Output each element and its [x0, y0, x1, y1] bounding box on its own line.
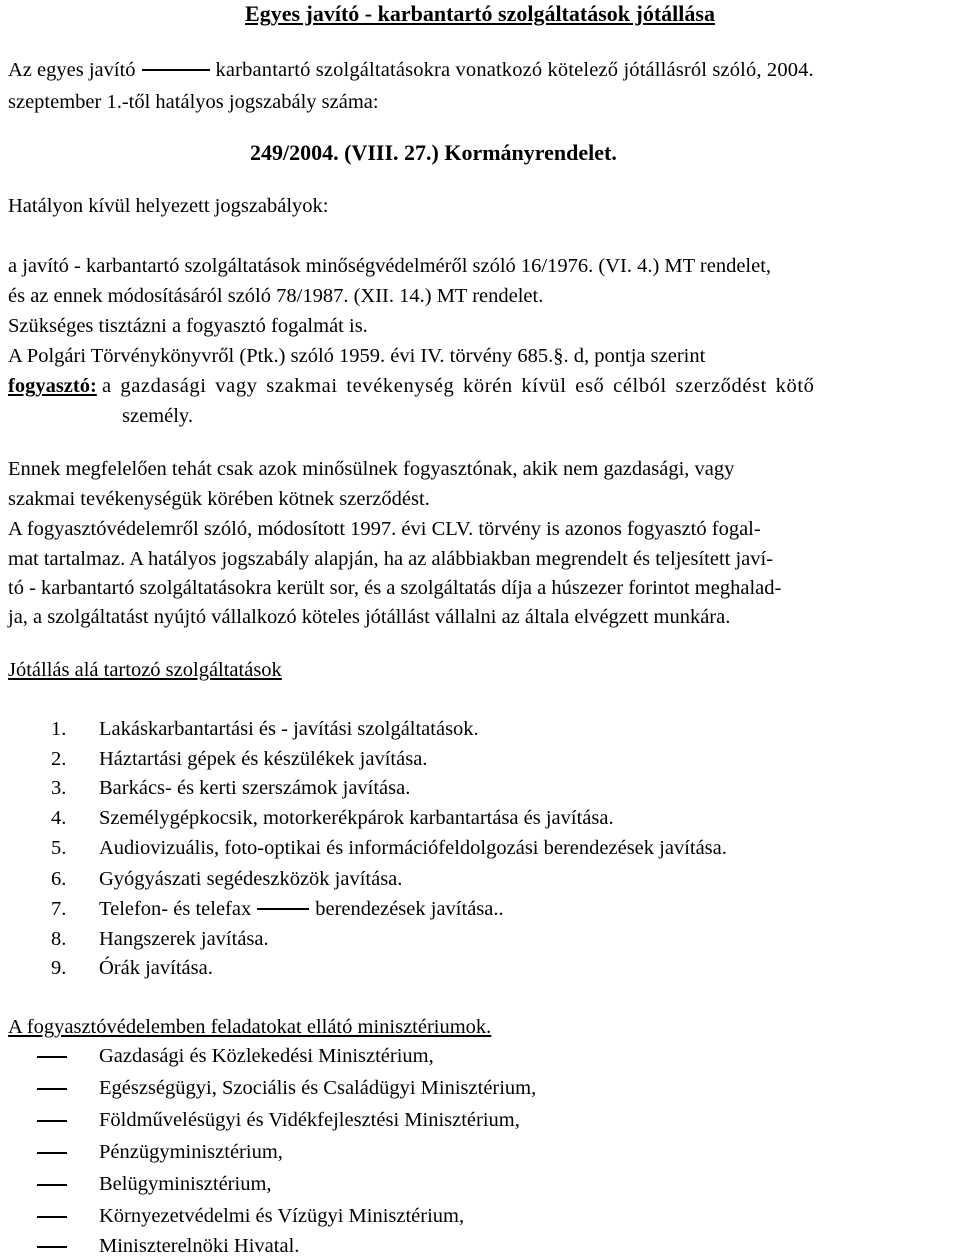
- list-item: Gyógyászati segédeszközök javítása.: [99, 868, 403, 890]
- dash-bullet: [37, 1184, 67, 1186]
- dash-bullet: [37, 1152, 67, 1154]
- dash-bullet: [37, 1246, 67, 1248]
- intro-text-b: karbantartó szolgáltatásokra vonatkozó kötelező jótállásról szóló, 2004.: [215, 59, 814, 81]
- dash-bullet: [37, 1088, 67, 1090]
- dash-bullet: [37, 1216, 67, 1218]
- list-item: Földművelésügyi és Vidékfejlesztési Minisztérium,: [99, 1109, 520, 1131]
- consumer-definition-end: személy.: [122, 405, 193, 427]
- list-item: Belügyminisztérium,: [99, 1173, 272, 1195]
- consumer-definition-text: a gazdasági vagy szakmai tevékenység körén kívül eső célból szerződést kötő: [101, 375, 815, 397]
- consumer-definition: [8, 376, 952, 397]
- dash-bullet: [37, 1056, 67, 1058]
- list-item-number: 8.: [51, 928, 67, 950]
- paragraph-line-3: A fogyasztóvédelemről szóló, módosított 1997. évi CLV. törvény is azonos fogyasztó fogal-: [8, 518, 761, 540]
- paragraph-line-6: ja, a szolgáltatást nyújtó vállalkozó köteles jótállást vállalni az általa elvégzett munkára.: [8, 606, 731, 628]
- list-item: Pénzügyminisztérium,: [99, 1141, 283, 1163]
- dash-bullet: [37, 1120, 67, 1122]
- intro-line-1: [8, 60, 814, 81]
- repealed-line-2: és az ennek módosításáról szóló 78/1987. (XII. 14.) MT rendelet.: [8, 285, 544, 307]
- list-item: Lakáskarbantartási és - javítási szolgáltatások.: [99, 718, 479, 740]
- list-item: Egészségügyi, Szociális és Családügyi Minisztérium,: [99, 1077, 537, 1099]
- intro-line-2: szeptember 1.-től hatályos jogszabály száma:: [8, 91, 379, 113]
- list-item-number: 4.: [51, 807, 67, 829]
- decree-number: 249/2004. (VIII. 27.) Kormányrendelet.: [250, 140, 617, 165]
- consumer-term: fogyasztó:: [8, 375, 97, 397]
- list-item: Hangszerek javítása.: [99, 928, 269, 950]
- repealed-label: Hatályon kívül helyezett jogszabályok:: [8, 195, 329, 217]
- paragraph-line-1: Ennek megfelelően tehát csak azok minősülnek fogyasztónak, akik nem gazdasági, vagy: [8, 458, 735, 480]
- list-item-text-b: berendezések javítása..: [315, 898, 504, 920]
- list-item-text-a: Telefon- és telefax: [99, 898, 252, 920]
- paragraph-line-5: tó - karbantartó szolgáltatásokra került sor, és a szolgáltatás díja a húszezer forintot meghalad-: [8, 577, 782, 599]
- list-item: Miniszterelnöki Hivatal.: [99, 1235, 300, 1257]
- list-item-number: 6.: [51, 868, 67, 890]
- list-item-number: 7.: [51, 898, 67, 920]
- list-item-number: 5.: [51, 837, 67, 859]
- list-item-number: 3.: [51, 777, 67, 799]
- intro-text-a: Az egyes javító: [8, 59, 136, 81]
- list-item: Órák javítása.: [99, 957, 213, 979]
- list-item: Audiovizuális, foto-optikai és információfeldolgozási berendezések javítása.: [99, 837, 727, 859]
- paragraph-line-4: mat tartalmaz. A hatályos jogszabály alapján, ha az alábbiakban megrendelt és teljesített javí-: [8, 548, 774, 570]
- list-item: Környezetvédelmi és Vízügyi Minisztérium,: [99, 1205, 465, 1227]
- civil-code-reference: A Polgári Törvénykönyvről (Ptk.) szóló 1959. évi IV. törvény 685.§. d, pontja szerint: [8, 345, 706, 367]
- list-item-number: 9.: [51, 957, 67, 979]
- document-title: Egyes javító - karbantartó szolgáltatások jótállása: [245, 1, 715, 26]
- list-item: Gazdasági és Közlekedési Minisztérium,: [99, 1045, 434, 1067]
- paragraph-line-2: szakmai tevékenységük körében kötnek szerződést.: [8, 488, 430, 510]
- services-heading: Jótállás alá tartozó szolgáltatások: [8, 659, 282, 681]
- consumer-note: Szükséges tisztázni a fogyasztó fogalmát is.: [8, 315, 368, 337]
- em-dash: [257, 908, 309, 910]
- list-item: Barkács- és kerti szerszámok javítása.: [99, 777, 411, 799]
- repealed-line-1: a javító - karbantartó szolgáltatások minőségvédelméről szóló 16/1976. (VI. 4.) MT rendelet,: [8, 255, 772, 277]
- list-item: Háztartási gépek és készülékek javítása.: [99, 748, 428, 770]
- em-dash: [142, 69, 210, 71]
- list-item-number: 1.: [51, 718, 67, 740]
- list-item: [99, 899, 504, 920]
- list-item: Személygépkocsik, motorkerékpárok karbantartása és javítása.: [99, 807, 614, 829]
- ministries-heading: A fogyasztóvédelemben feladatokat ellátó minisztériumok.: [8, 1016, 492, 1038]
- list-item-number: 2.: [51, 748, 67, 770]
